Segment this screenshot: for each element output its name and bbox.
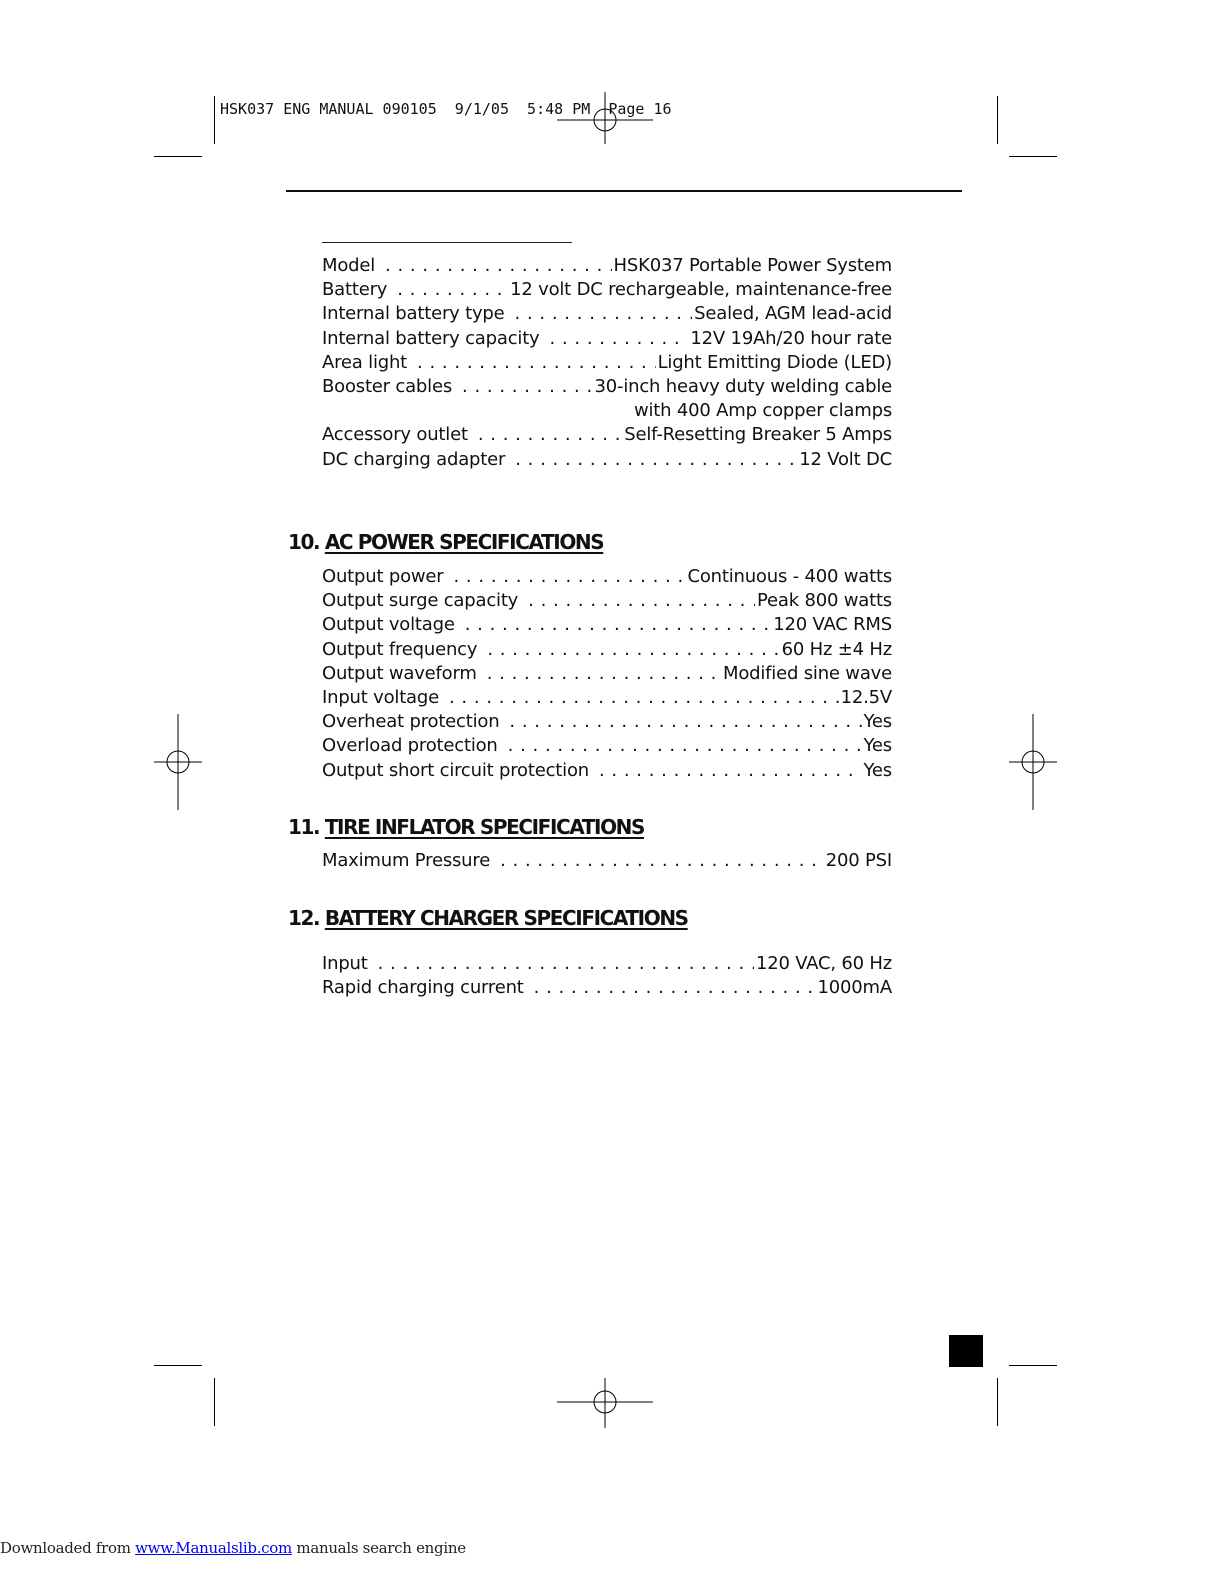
leader-dots [509, 710, 861, 734]
section-title: BATTERY CHARGER SPECIFICATIONS [324, 906, 688, 930]
spec-value: HSK037 Portable Power System [613, 255, 892, 276]
ac-power-spec-list [322, 565, 892, 783]
crop-mark [997, 1378, 998, 1426]
leader-dots [599, 759, 862, 783]
spec-value: 12V 19Ah/20 hour rate [690, 327, 892, 349]
spec-label: Booster cables [322, 375, 453, 397]
leader-dots [397, 278, 508, 302]
spec-row [322, 327, 892, 351]
spec-row-continuation [322, 399, 892, 423]
section-number: 11. [288, 815, 320, 839]
spec-row [322, 759, 892, 783]
leader-dots [500, 849, 824, 873]
spec-value: Self-Resetting Breaker 5 Amps [624, 424, 892, 446]
spec-label: Rapid charging current [322, 977, 524, 999]
tire-inflator-spec-list [322, 849, 892, 873]
spec-label: DC charging adapter [322, 448, 506, 470]
spec-label: Internal battery capacity [322, 327, 540, 349]
spec-value: Sealed, AGM lead-acid [694, 303, 892, 325]
spec-row [322, 448, 892, 472]
spec-value: 12.5V [840, 686, 892, 708]
spec-row [322, 423, 892, 447]
leader-dots [487, 638, 779, 662]
spec-label: Input [322, 953, 368, 974]
crop-mark [154, 1365, 202, 1366]
header-rule [286, 190, 962, 192]
leader-dots [534, 976, 816, 1000]
spec-label: Output power [322, 566, 444, 587]
spec-value: Continuous - 400 watts [687, 566, 892, 587]
spec-label: Overheat protection [322, 711, 500, 733]
crop-mark [1009, 156, 1057, 157]
battery-charger-spec-list [322, 952, 892, 1000]
leader-dots [478, 423, 622, 447]
section-number: 10. [288, 530, 320, 554]
leader-dots [385, 254, 612, 278]
print-slug: HSK037 ENG MANUAL 090105 9/1/05 5:48 PM Page 16 [220, 100, 672, 118]
section-heading-battery-charger [288, 906, 688, 930]
leader-dots [515, 448, 797, 472]
leader-dots [515, 302, 693, 326]
spec-row [322, 302, 892, 326]
spec-row [322, 613, 892, 637]
spec-row [322, 278, 892, 302]
spec-row [322, 351, 892, 375]
spec-label: Output surge capacity [322, 590, 519, 612]
spec-value: Yes [863, 759, 892, 781]
spec-label: Internal battery type [322, 303, 505, 325]
spec-row [322, 565, 892, 589]
footer-suffix: manuals search engine [291, 1539, 466, 1557]
spec-row [322, 686, 892, 710]
spec-label: Output frequency [322, 638, 478, 660]
spec-label: Output waveform [322, 662, 477, 684]
spec-value: Yes [863, 711, 892, 733]
spec-row [322, 638, 892, 662]
leader-dots [462, 375, 593, 399]
crop-mark [214, 96, 215, 144]
leader-dots [378, 952, 754, 976]
section-title: AC POWER SPECIFICATIONS [324, 530, 604, 554]
footer-prefix: Downloaded from [0, 1539, 136, 1557]
spec-value: Light Emitting Diode (LED) [657, 351, 892, 373]
spec-value: 30-inch heavy duty welding cable [594, 375, 892, 397]
leader-dots [528, 589, 755, 613]
spec-value: 1000mA [817, 977, 892, 999]
spec-value: 12 Volt DC [799, 448, 892, 470]
battery-spec-list [322, 254, 892, 472]
spec-label: Output short circuit protection [322, 759, 589, 781]
spec-value: 12 volt DC rechargeable, maintenance-free [510, 279, 892, 301]
spec-row [322, 254, 892, 278]
leader-dots [465, 613, 772, 637]
crop-mark [154, 156, 202, 157]
leader-dots [487, 662, 721, 686]
footer-link[interactable]: www.Manualslib.com [135, 1539, 292, 1557]
registration-mark-icon [985, 714, 1081, 810]
crop-mark [1009, 1365, 1057, 1366]
section-heading-ac-power [288, 530, 603, 554]
spec-value: 200 PSI [825, 850, 892, 871]
spec-value: Peak 800 watts [757, 590, 892, 612]
download-footer [0, 1539, 466, 1557]
leader-dots [453, 565, 685, 589]
spec-value: 60 Hz ±4 Hz [781, 638, 892, 660]
spec-label: Area light [322, 351, 408, 373]
spec-value: with 400 Amp copper clamps [633, 400, 892, 422]
spec-value: 120 VAC RMS [773, 614, 892, 636]
section-number: 12. [288, 906, 320, 930]
registration-mark-icon [557, 78, 653, 174]
spec-row [322, 734, 892, 758]
spec-label: Input voltage [322, 686, 439, 708]
page-tab-marker [949, 1335, 983, 1367]
spec-value: Modified sine wave [723, 662, 892, 684]
spec-row [322, 976, 892, 1000]
spec-row [322, 375, 892, 399]
section-rule [322, 242, 572, 243]
spec-value: Yes [863, 735, 892, 757]
spec-label: Accessory outlet [322, 424, 468, 446]
spec-value: 120 VAC, 60 Hz [755, 953, 892, 974]
registration-mark-icon [130, 714, 226, 810]
crop-mark [214, 1378, 215, 1426]
crop-mark [997, 96, 998, 144]
leader-dots [550, 327, 689, 351]
spec-row [322, 952, 892, 976]
spec-label: Output voltage [322, 614, 455, 636]
spec-label: Model [322, 255, 376, 276]
section-title: TIRE INFLATOR SPECIFICATIONS [324, 815, 645, 839]
leader-dots [417, 351, 656, 375]
leader-dots [449, 686, 839, 710]
spec-row [322, 849, 892, 873]
spec-label: Overload protection [322, 735, 498, 757]
leader-dots [508, 734, 862, 758]
spec-label: Battery [322, 279, 388, 301]
registration-mark-icon [557, 1356, 653, 1452]
spec-label: Maximum Pressure [322, 850, 491, 871]
spec-row [322, 589, 892, 613]
spec-row [322, 710, 892, 734]
spec-row [322, 662, 892, 686]
section-heading-tire-inflator [288, 815, 644, 839]
